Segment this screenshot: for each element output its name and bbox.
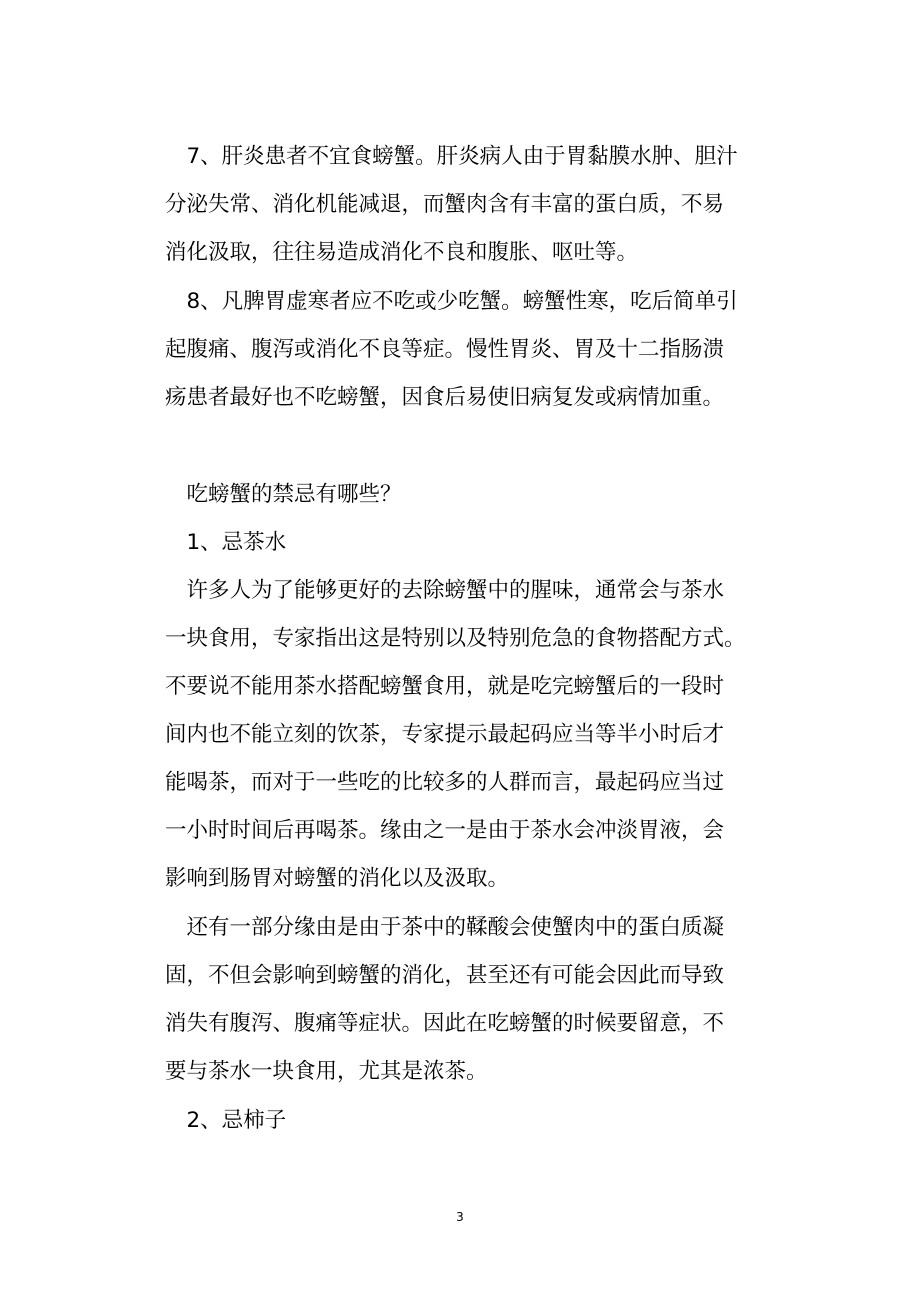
- text-line: 固，不但会影响到螃蟹的消化，甚至还有可能会因此而导致: [165, 963, 725, 988]
- text-line: 影响到肠胃对螃蟹的消化以及汲取。: [165, 866, 510, 891]
- text-line: 分泌失常、消化机能减退，而蟹肉含有丰富的蛋白质，不易: [165, 192, 725, 217]
- text-line: 疡患者最好也不吃螃蟹，因食后易使旧病复发或病情加重。: [165, 385, 725, 410]
- text-line: 8、凡脾胃虚寒者应不吃或少吃蟹。螃蟹性寒，吃后简单引: [165, 289, 738, 314]
- heading-text: 2、忌柿子: [165, 1108, 287, 1133]
- text-line: 消失有腹泻、腹痛等症状。因此在吃螃蟹的时候要留意，不: [165, 1011, 725, 1036]
- text-line: 还有一部分缘由是由于茶中的鞣酸会使蟹肉中的蛋白质凝: [165, 915, 725, 940]
- page-number: 3: [456, 1210, 464, 1224]
- text-line: 许多人为了能够更好的去除螃蟹中的腥味，通常会与茶水: [165, 578, 725, 603]
- text-line: 一块食用，专家指出这是特别以及特别危急的食物搭配方式。: [165, 626, 746, 651]
- text-line: 一小时时间后再喝茶。缘由之一是由于茶水会冲淡胃液，会: [165, 818, 725, 843]
- text-line: 不要说不能用茶水搭配螃蟹食用，就是吃完螃蟹后的一段时: [165, 674, 725, 699]
- heading-text: 1、忌茶水: [165, 530, 287, 555]
- text-line: 7、肝炎患者不宜食螃蟹。肝炎病人由于胃黏膜水肿、胆汁: [165, 144, 738, 169]
- text-line: 能喝茶，而对于一些吃的比较多的人群而言，最起码应当过: [165, 770, 725, 795]
- text-line: 消化汲取，往往易造成消化不良和腹胀、呕吐等。: [165, 240, 639, 265]
- text-line: 要与茶水一块食用，尤其是浓茶。: [165, 1059, 488, 1084]
- text-line: 起腹痛、腹泻或消化不良等症。慢性胃炎、胃及十二指肠溃: [165, 337, 725, 362]
- heading-text: 吃螃蟹的禁忌有哪些？: [165, 482, 402, 507]
- text-line: 间内也不能立刻的饮茶，专家提示最起码应当等半小时后才: [165, 722, 725, 747]
